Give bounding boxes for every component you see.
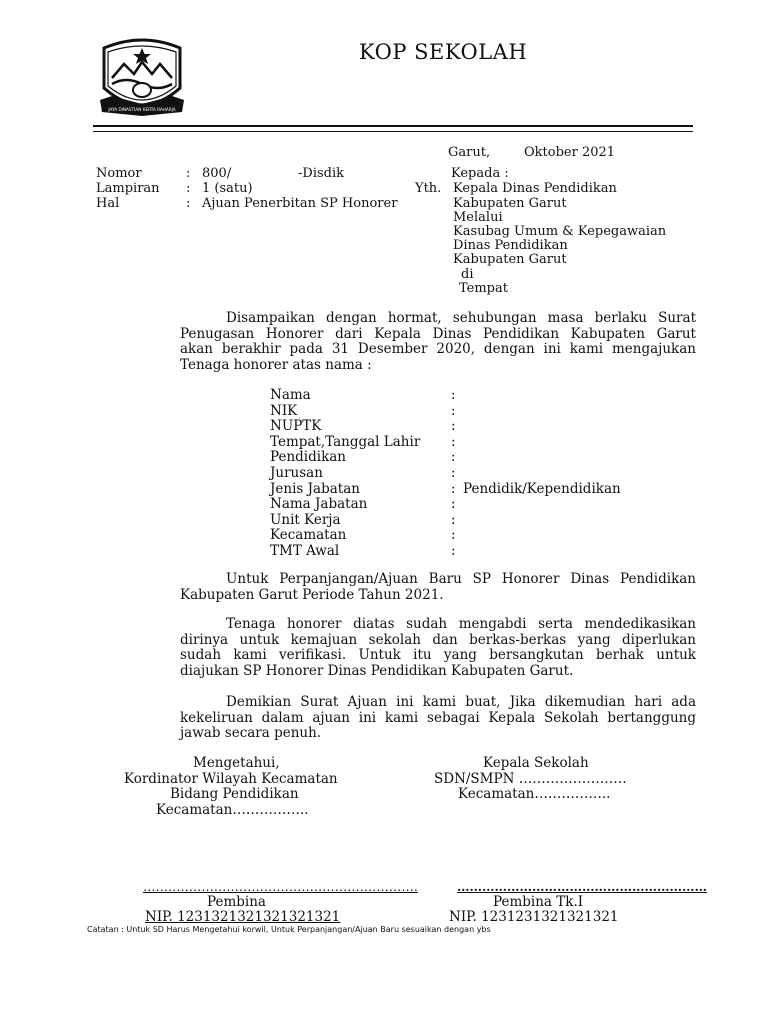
field-colon: :: [451, 402, 456, 419]
field-label: NUPTK: [270, 418, 322, 435]
hal-label: Hal: [96, 196, 120, 211]
field-colon: :: [451, 465, 456, 481]
letterhead-rule-thick: [93, 125, 693, 127]
paragraph-dedication: [180, 617, 696, 679]
paragraph-line: sudah kami verifikasi. Untuk itu yang bersangkutan berhak untuk: [180, 647, 696, 664]
recipient-di: di: [461, 267, 474, 282]
field-label: Jenis Jabatan: [270, 480, 360, 497]
paragraph-closing: [180, 695, 696, 742]
nomor-suffix: -Disdik: [298, 166, 345, 181]
svg-text:JAYA DINASTIAN KERTA RAHARJA: JAYA DINASTIAN KERTA RAHARJA: [108, 107, 176, 112]
recipient-line: Melalui: [453, 210, 503, 225]
sig-left-signature-line: …………………………………………………………: [143, 879, 418, 894]
nomor-colon: :: [186, 166, 191, 181]
paragraph-line: Kabupaten Garut Periode Tahun 2021.: [180, 586, 444, 603]
sig-right-nip: NIP. 1231231321321321: [449, 909, 619, 925]
sig-right-signature-line: ……………………………………………………: [457, 879, 707, 894]
paragraph-period: [180, 572, 696, 603]
garut-regency-emblem: [96, 38, 188, 122]
kepada-label: Kepada :: [451, 166, 509, 181]
paragraph-line: akan berakhir pada 31 Desember 2020, dengan ini kami mengajukan: [180, 341, 696, 358]
lampiran-value: 1 (satu): [202, 181, 253, 196]
field-label: Tempat,Tanggal Lahir: [270, 433, 421, 450]
field-colon: :: [451, 418, 456, 435]
field-label: Jurusan: [270, 465, 323, 481]
paragraph-line: jawab secara penuh.: [180, 725, 322, 742]
recipient-line: Kasubag Umum & Kepegawaian: [453, 224, 667, 239]
field-colon: :: [451, 387, 456, 403]
recipient-tempat: Tempat: [459, 281, 508, 296]
recipient-line: Kepala Dinas Pendidikan: [453, 181, 617, 196]
paragraph-line: diajukan SP Honorer Dinas Pendidikan Kabupaten Garut.: [180, 662, 574, 679]
sig-right-line: Kepala Sekolah: [483, 755, 589, 771]
letterhead-title: KOP SEKOLAH: [359, 40, 528, 64]
paragraph-line: kekeliruan dalam ajuan ini kami sebagai Kepala Sekolah bertanggung: [180, 709, 696, 726]
field-colon: :: [451, 543, 456, 559]
paragraph-line: Demikian Surat Ajuan ini kami buat, Jika dikemudian hari ada: [226, 694, 696, 710]
recipient-line: Dinas Pendidikan: [453, 238, 568, 253]
field-label: Nama: [270, 387, 311, 403]
paragraph-line: dirinya untuk kemajuan sekolah dan berkas-berkas yang diperlukan: [180, 631, 696, 648]
sig-right-line: Kecamatan……………..: [458, 786, 611, 802]
field-colon: :: [451, 527, 456, 544]
sig-right-rank: Pembina Tk.I: [493, 894, 584, 910]
nomor-value: 800/: [202, 166, 232, 181]
footnote: Catatan : Untuk SD Harus Mengetahui korwil, Untuk Perpanjangan/Ajuan Baru sesuaikan dengan ybs: [87, 925, 491, 934]
paragraph-line: Disampaikan dengan hormat, sehubungan masa berlaku Surat: [226, 310, 696, 326]
recipient-line: Kabupaten Garut: [453, 196, 567, 211]
field-value: Pendidik/Kependidikan: [463, 480, 621, 497]
paragraph-line: Tenaga honorer atas nama :: [180, 356, 372, 373]
sig-left-line: Kordinator Wilayah Kecamatan: [124, 771, 338, 787]
yth-label: Yth.: [415, 181, 442, 196]
letterhead-rule-thin: [93, 131, 693, 132]
nomor-label: Nomor: [96, 166, 142, 181]
field-colon: :: [451, 511, 456, 528]
field-colon: :: [451, 433, 456, 450]
field-label: Unit Kerja: [270, 511, 341, 528]
paragraph-line: Untuk Perpanjangan/Ajuan Baru SP Honorer Dinas Pendidikan: [226, 571, 696, 587]
lampiran-colon: :: [186, 181, 191, 196]
hal-colon: :: [186, 196, 191, 211]
hal-value: Ajuan Penerbitan SP Honorer: [202, 196, 398, 211]
paragraph-line: Tenaga honorer diatas sudah mengabdi serta mendedikasikan: [226, 616, 696, 632]
sig-left-line: Mengetahui,: [193, 755, 280, 771]
field-colon: :: [451, 480, 456, 497]
recipient-line: Kabupaten Garut: [453, 252, 567, 267]
field-label: TMT Awal: [270, 543, 340, 559]
sig-left-line: Kecamatan……………..: [156, 802, 309, 818]
field-label: Nama Jabatan: [270, 496, 368, 513]
lampiran-label: Lampiran: [96, 181, 160, 196]
field-label: Pendidikan: [270, 449, 347, 466]
sig-right-line: SDN/SMPN ……………………: [434, 771, 627, 787]
field-label: Kecamatan: [270, 527, 347, 544]
place: Garut,: [448, 145, 491, 160]
field-label: NIK: [270, 402, 298, 419]
date: Oktober 2021: [524, 145, 616, 160]
sig-left-rank: Pembina: [207, 894, 266, 910]
field-colon: :: [451, 449, 456, 466]
field-colon: :: [451, 496, 456, 513]
sig-left-line: Bidang Pendidikan: [170, 786, 299, 802]
paragraph-line: Penugasan Honorer dari Kepala Dinas Pendidikan Kabupaten Garut: [180, 325, 696, 342]
sig-left-nip: NIP. 1231321321321321321: [145, 909, 341, 925]
paragraph-intro: [180, 311, 696, 373]
